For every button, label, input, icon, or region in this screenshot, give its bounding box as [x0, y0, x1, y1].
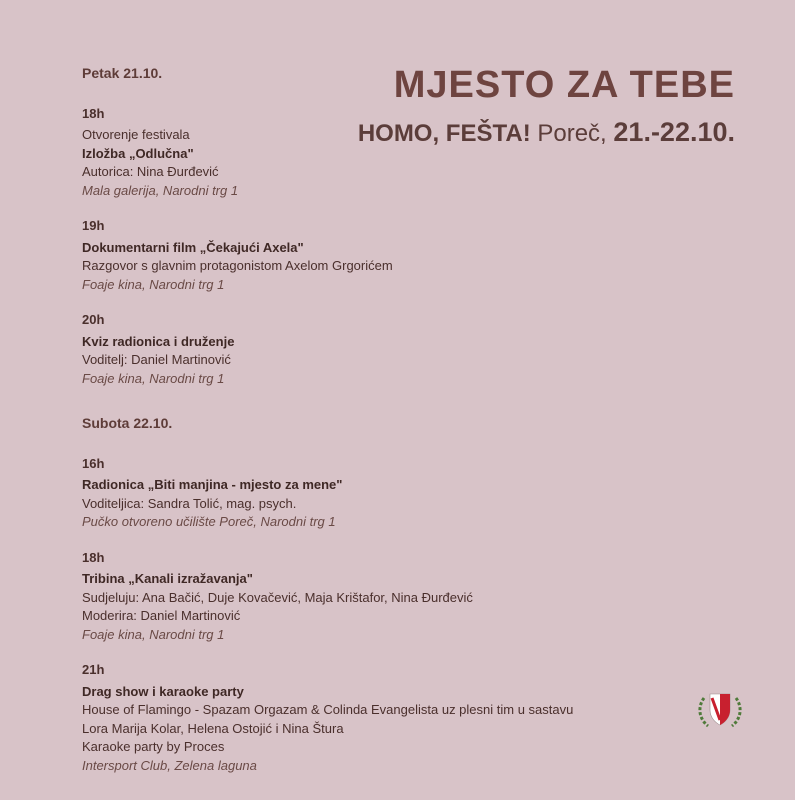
event-time: 20h: [82, 312, 105, 327]
event-line: Autorica: Nina Đurđević: [82, 164, 219, 179]
event-item: [82, 217, 602, 294]
event-time: 21h: [82, 662, 105, 677]
event-line: Karaoke party by Proces: [82, 739, 225, 754]
event-line: Razgovor s glavnim protagonistom Axelom Grgorićem: [82, 258, 393, 273]
day-heading: Petak 21.10.: [82, 65, 163, 81]
event-line: Moderira: Daniel Martinović: [82, 608, 241, 623]
event-title: Kviz radionica i druženje: [82, 333, 235, 349]
poster-title: MJESTO ZA TEBE: [393, 64, 735, 106]
festival-dates: 21.-22.10.: [613, 117, 735, 147]
event-title: Drag show i karaoke party: [82, 683, 244, 699]
event-item: [82, 455, 602, 532]
event-venue: Foaje kina, Narodni trg 1: [82, 626, 225, 642]
event-item: [82, 661, 602, 775]
event-venue: Mala galerija, Narodni trg 1: [82, 182, 239, 198]
event-title: Radionica „Biti manjina - mjesto za mene": [82, 477, 343, 492]
coat-of-arms-icon: [690, 690, 750, 746]
day-heading: Subota 22.10.: [82, 415, 173, 431]
event-line: Sudjeluju: Ana Bačić, Duje Kovačević, Maja Krištafor, Nina Đurđević: [82, 589, 473, 605]
festival-city: Poreč,: [537, 120, 607, 147]
event-line: Voditelj: Daniel Martinović: [82, 352, 231, 367]
event-line: Voditeljica: Sandra Tolić, mag. psych.: [82, 495, 297, 511]
event-venue: Intersport Club, Zelena laguna: [82, 757, 257, 773]
event-time: 18h: [82, 105, 105, 121]
schedule: [82, 64, 602, 792]
event-title: Tribina „Kanali izražavanja": [82, 571, 253, 586]
event-venue: Pučko otvoreno učilište Poreč, Narodni trg 1: [82, 514, 336, 529]
event-venue: Foaje kina, Narodni trg 1: [82, 276, 225, 292]
event-item: [82, 105, 602, 201]
event-item: [82, 549, 602, 645]
event-item: [82, 311, 602, 388]
event-time: 18h: [82, 549, 105, 565]
event-line: House of Flamingo - Spazam Orgazam & Colinda Evangelista uz plesni tim u sastavu: [82, 702, 574, 717]
event-venue: Foaje kina, Narodni trg 1: [82, 370, 225, 386]
event-title: Dokumentarni film „Čekajući Axela": [82, 239, 304, 255]
event-line: Otvorenje festivala: [82, 127, 190, 142]
event-time: 16h: [82, 455, 105, 471]
event-time: 19h: [82, 218, 105, 233]
event-line: Lora Marija Kolar, Helena Ostojić i Nina Štura: [82, 720, 344, 736]
festival-name: HOMO, FEŠTA!: [357, 120, 531, 147]
event-title: Izložba „Odlučna": [82, 145, 194, 161]
